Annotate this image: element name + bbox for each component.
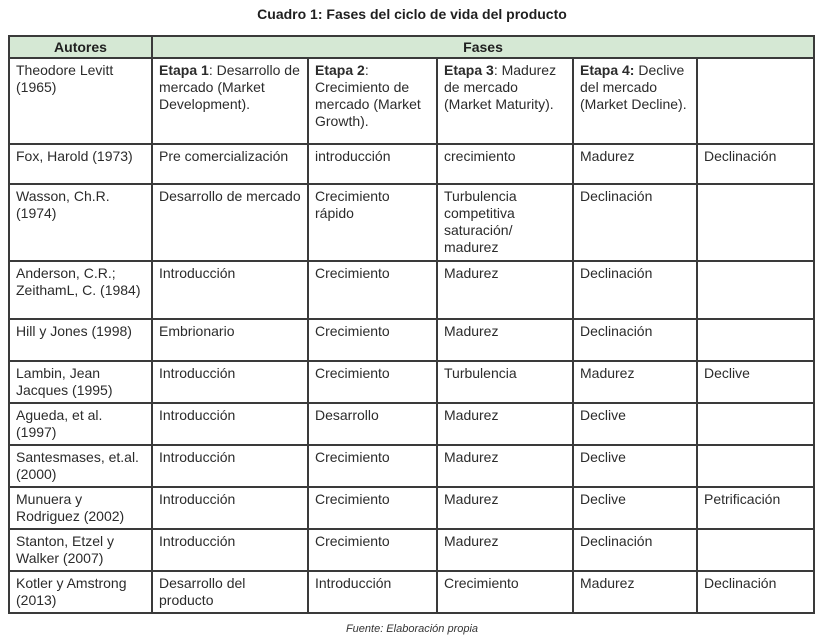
author-cell: Fox, Harold (1973) — [9, 144, 152, 184]
author-cell: Theodore Levitt (1965) — [9, 58, 152, 144]
author-cell: Agueda, et al. (1997) — [9, 403, 152, 445]
phase-cell: Madurez — [573, 571, 697, 613]
phase-cell: Introducción — [152, 403, 308, 445]
phase-cell: Pre comercialización — [152, 144, 308, 184]
phase-cell: Madurez — [437, 445, 573, 487]
phase-cell: Madurez — [573, 361, 697, 403]
table-row — [9, 58, 814, 144]
stage-title: Etapa 3 — [444, 62, 494, 78]
phase-cell: Crecimiento rápido — [308, 184, 437, 261]
stage-title: Etapa 4: — [580, 62, 635, 78]
table-row — [9, 445, 814, 487]
phase-cell: Introducción — [152, 529, 308, 571]
stage-cell — [152, 58, 308, 144]
phase-cell: Desarrollo — [308, 403, 437, 445]
phase-cell: Embrionario — [152, 319, 308, 361]
phase-cell: Introducción — [152, 445, 308, 487]
stage-cell — [308, 58, 437, 144]
phase-cell: Crecimiento — [308, 487, 437, 529]
phase-cell: Turbulencia competitiva saturación/ madurez — [437, 184, 573, 261]
header-row — [9, 36, 814, 58]
phase-cell: Crecimiento — [437, 571, 573, 613]
phase-cell: Madurez — [437, 403, 573, 445]
phase-cell — [697, 184, 814, 261]
phase-cell: Desarrollo de mercado — [152, 184, 308, 261]
phase-cell: Declive — [573, 445, 697, 487]
table-row — [9, 487, 814, 529]
phase-cell: Introducción — [152, 487, 308, 529]
phase-cell — [697, 261, 814, 319]
phase-cell: Turbulencia — [437, 361, 573, 403]
phase-cell: Declinación — [573, 184, 697, 261]
phase-cell: Crecimiento — [308, 445, 437, 487]
table-row — [9, 529, 814, 571]
header-phases: Fases — [152, 36, 814, 58]
phase-cell — [697, 403, 814, 445]
author-cell: Kotler y Amstrong (2013) — [9, 571, 152, 613]
table-row — [9, 144, 814, 184]
stage-title: Etapa 2 — [315, 62, 365, 78]
table-row — [9, 319, 814, 361]
header-authors: Autores — [9, 36, 152, 58]
table-row — [9, 184, 814, 261]
stage-description: Declive del mercado (Market Decline). — [580, 62, 687, 112]
phase-cell: Declinación — [573, 261, 697, 319]
phase-cell: crecimiento — [437, 144, 573, 184]
phase-cell: introducción — [308, 144, 437, 184]
stage-description: Crecimiento de mercado (Market Growth). — [315, 79, 421, 129]
author-cell: Anderson, C.R.; ZeithamL, C. (1984) — [9, 261, 152, 319]
phase-cell: Declive — [573, 487, 697, 529]
stage-separator: : — [208, 62, 217, 78]
author-cell: Stanton, Etzel y Walker (2007) — [9, 529, 152, 571]
phase-cell: Declinación — [573, 529, 697, 571]
phase-cell: Declinación — [697, 144, 814, 184]
phase-cell: Madurez — [437, 529, 573, 571]
phase-cell — [697, 445, 814, 487]
stage-separator: : — [364, 62, 369, 78]
table-row — [9, 571, 814, 613]
author-cell: Munuera y Rodriguez (2002) — [9, 487, 152, 529]
phase-cell: Madurez — [437, 487, 573, 529]
stage-cell — [437, 58, 573, 144]
table-caption: Cuadro 1: Fases del ciclo de vida del producto — [257, 6, 567, 22]
phase-cell: Madurez — [437, 261, 573, 319]
stage-separator: : — [493, 62, 502, 78]
phase-cell: Declive — [697, 361, 814, 403]
phase-cell: Declive — [573, 403, 697, 445]
stage-description: Desarrollo de mercado (Market Development). — [159, 62, 300, 112]
author-cell: Lambin, Jean Jacques (1995) — [9, 361, 152, 403]
author-cell: Santesmases, et.al. (2000) — [9, 445, 152, 487]
phase-cell: Introducción — [152, 361, 308, 403]
author-cell: Wasson, Ch.R. (1974) — [9, 184, 152, 261]
phase-cell: Introducción — [152, 261, 308, 319]
stage-title: Etapa 1 — [159, 62, 209, 78]
phase-cell: Crecimiento — [308, 261, 437, 319]
table-row — [9, 403, 814, 445]
phase-cell: Desarrollo del producto — [152, 571, 308, 613]
phase-cell: Madurez — [437, 319, 573, 361]
stage-cell — [573, 58, 697, 144]
phase-cell: Crecimiento — [308, 529, 437, 571]
table-row — [9, 261, 814, 319]
product-lifecycle-table — [8, 35, 815, 614]
phase-cell: Madurez — [573, 144, 697, 184]
phase-cell — [697, 529, 814, 571]
table-row — [9, 361, 814, 403]
empty-cell — [697, 58, 814, 144]
phase-cell: Introducción — [308, 571, 437, 613]
phase-cell: Petrificación — [697, 487, 814, 529]
source-note: Fuente: Elaboración propia — [345, 623, 479, 635]
phase-cell: Declinación — [697, 571, 814, 613]
phase-cell: Declinación — [573, 319, 697, 361]
stage-description: Madurez de mercado (Market Maturity). — [444, 62, 557, 112]
phase-cell — [697, 319, 814, 361]
phase-cell: Crecimiento — [308, 361, 437, 403]
phase-cell: Crecimiento — [308, 319, 437, 361]
author-cell: Hill y Jones (1998) — [9, 319, 152, 361]
